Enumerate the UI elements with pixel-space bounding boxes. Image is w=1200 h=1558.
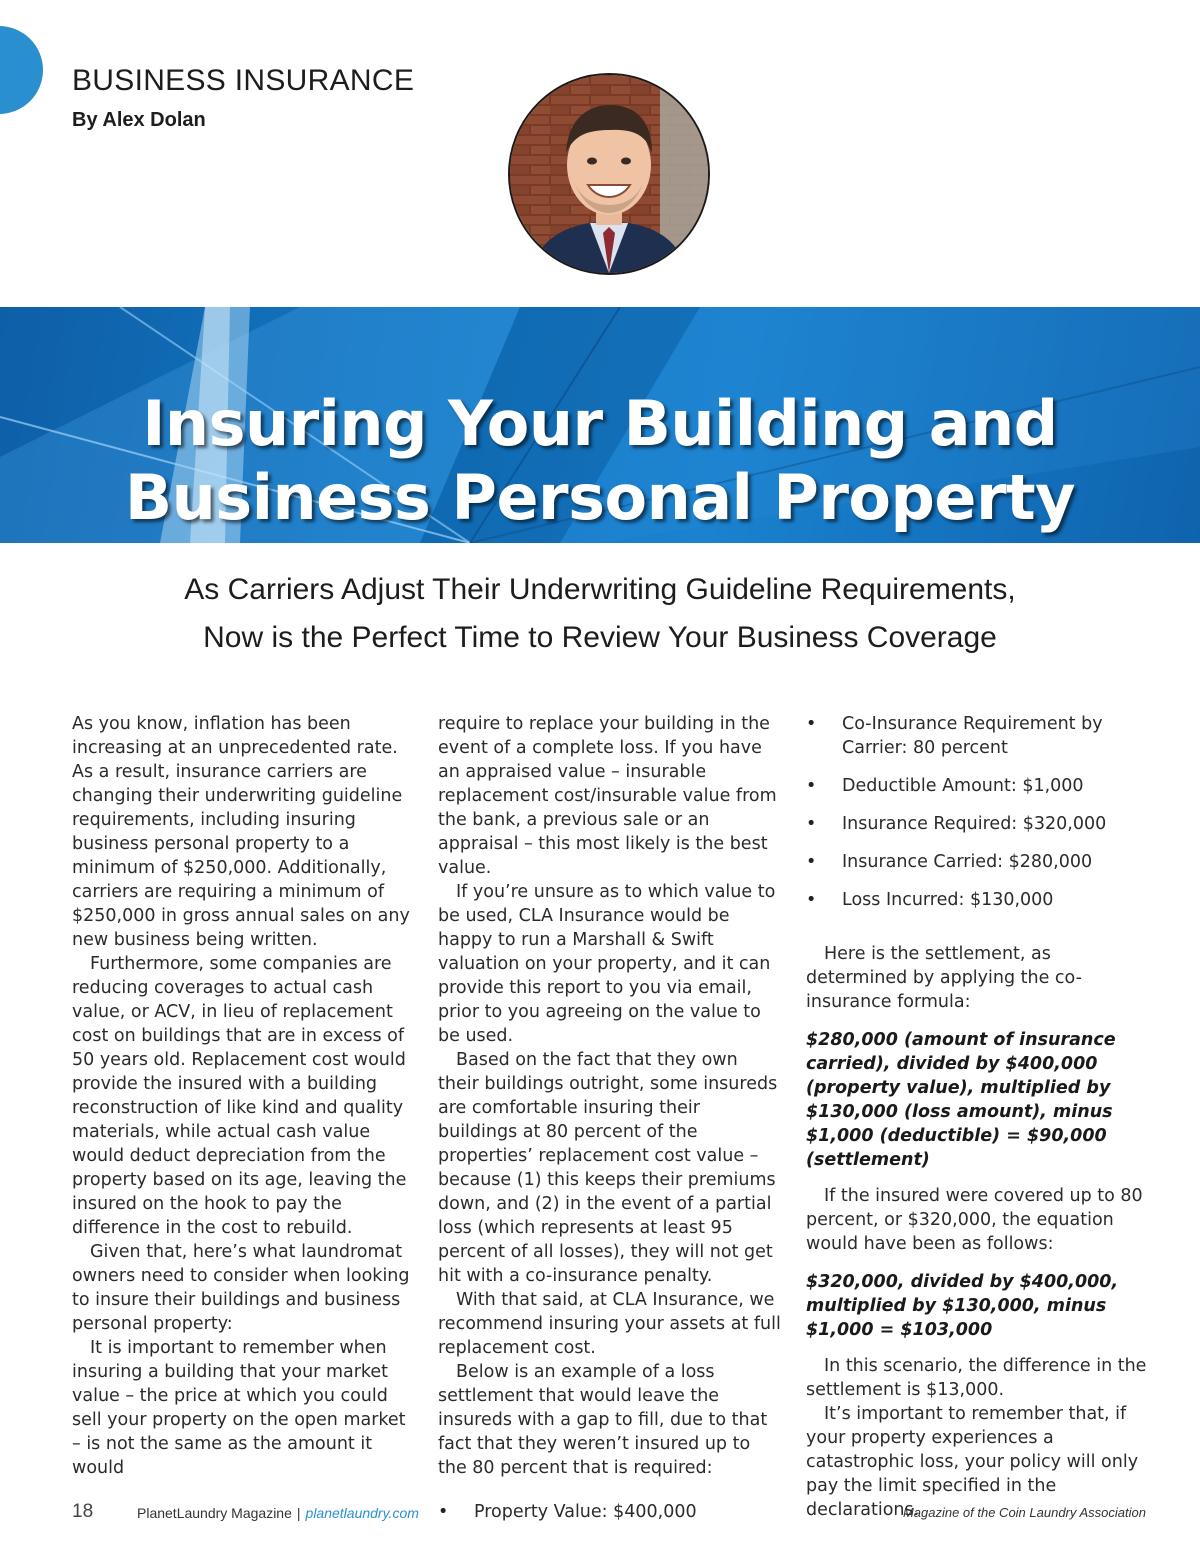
paragraph: As you know, inflation has been increasing at an unprecedented rate. As a result, insurance carriers are changing their underwriting guideline requirements, including insuring business personal property to a minimum of $250,000. Additionally, carriers are requiring a minimum of $250,000 in gross annual sales on any new business being written. xyxy=(72,714,410,950)
paragraph: It is important to remember when insuring a building that your market value – the price at which you could sell your property on the open market – is not the same as the amount it would xyxy=(72,1338,406,1478)
paragraph: If you’re unsure as to which value to be used, CLA Insurance would be happy to run a Marshall & Swift valuation on your property, and it can provide this report to you via email, prior to you agreeing on the value to be used. xyxy=(438,882,776,1046)
list-item: • Property Value: $400,000 xyxy=(438,1500,783,1524)
title-banner xyxy=(0,307,1200,543)
article-title xyxy=(0,387,1200,535)
author-portrait xyxy=(508,73,710,275)
website-link[interactable]: planetlaundry.com xyxy=(305,1505,419,1521)
paragraph: Based on the fact that they own their buildings outright, some insureds are comfortable insuring their buildings at 80 percent of the properties’ replacement cost value – because (1) this keeps their premiums down, and (2) in the event of a partial loss (which represents at least 95 percent of all losses), they will not get hit with a co-insurance penalty. xyxy=(438,1050,778,1286)
text-column-3 xyxy=(806,712,1151,1522)
paragraph: In this scenario, the difference in the settlement is $13,000. xyxy=(806,1356,1147,1400)
footer-magazine xyxy=(137,1505,419,1521)
list-item: • Insurance Carried: $280,000 xyxy=(806,850,1151,874)
article-subtitle xyxy=(0,566,1200,662)
paragraph: Here is the settlement, as determined by applying the co-insurance formula: xyxy=(806,944,1082,1012)
formula-full-coverage: $320,000, divided by $400,000, multiplied by $130,000, minus $1,000 = $103,000 xyxy=(806,1272,1119,1340)
paragraph: Furthermore, some companies are reducing coverages to actual cash value, or ACV, in lieu of replacement cost on buildings that are in excess of 50 years old. Replacement cost would provide the insured with a building reconstruction of like kind and quality materials, while actual cash value would deduct depreciation from the property based on its age, leaving the insured on the hook to pay the difference in the cost to rebuild. xyxy=(72,954,407,1238)
corner-tab-decoration xyxy=(0,26,43,114)
list-item: • Insurance Required: $320,000 xyxy=(806,812,1151,836)
section-label: BUSINESS INSURANCE xyxy=(72,64,415,97)
paragraph: If the insured were covered up to 80 percent, or $320,000, the equation would have been as follows: xyxy=(806,1186,1143,1254)
paragraph: Given that, here’s what laundromat owners need to consider when looking to insure their buildings and business personal property: xyxy=(72,1242,410,1334)
magazine-name: PlanetLaundry Magazine xyxy=(137,1505,292,1521)
paragraph: require to replace your building in the event of a complete loss. If you have an appraised value – insurable replacement cost/insurable value from the bank, a previous sale or an appraisal – this most likely is the best value. xyxy=(438,714,777,878)
article-title-line-2: Business Personal Property xyxy=(124,461,1076,534)
bullet-list xyxy=(806,712,1151,912)
list-item: • Deductible Amount: $1,000 xyxy=(806,774,1151,798)
paragraph: It’s important to remember that, if your property experiences a catastrophic loss, your policy will only pay the limit specified in the declarations. xyxy=(806,1404,1139,1520)
bullet-list xyxy=(438,1500,783,1524)
article-title-line-1: Insuring Your Building and xyxy=(142,387,1058,460)
paragraph: Below is an example of a loss settlement that would leave the insureds with a gap to fill, due to that fact that they weren’t insured up to the 80 percent that is required: xyxy=(438,1362,768,1478)
paragraph: With that said, at CLA Insurance, we recommend insuring your assets at full replacement cost. xyxy=(438,1290,781,1358)
subtitle-line-1: As Carriers Adjust Their Underwriting Guideline Requirements, xyxy=(184,573,1016,606)
text-column-1 xyxy=(72,712,417,1480)
text-column-2 xyxy=(438,712,783,1524)
subtitle-line-2: Now is the Perfect Time to Review Your Business Coverage xyxy=(203,621,997,654)
list-item: • Loss Incurred: $130,000 xyxy=(806,888,1151,912)
footer-association: Magazine of the Coin Laundry Association xyxy=(902,1505,1146,1520)
footer-separator: | xyxy=(296,1505,301,1521)
author-byline: By Alex Dolan xyxy=(72,109,206,131)
formula-settlement: $280,000 (amount of insurance carried), divided by $400,000 (property value), multiplied by $130,000 (loss amount), minus $1,000 (deductible) = $90,000 (settlement) xyxy=(806,1030,1116,1170)
page-number: 18 xyxy=(72,1501,94,1522)
list-item: • Co-Insurance Requirement by Carrier: 80 percent xyxy=(806,712,1151,760)
